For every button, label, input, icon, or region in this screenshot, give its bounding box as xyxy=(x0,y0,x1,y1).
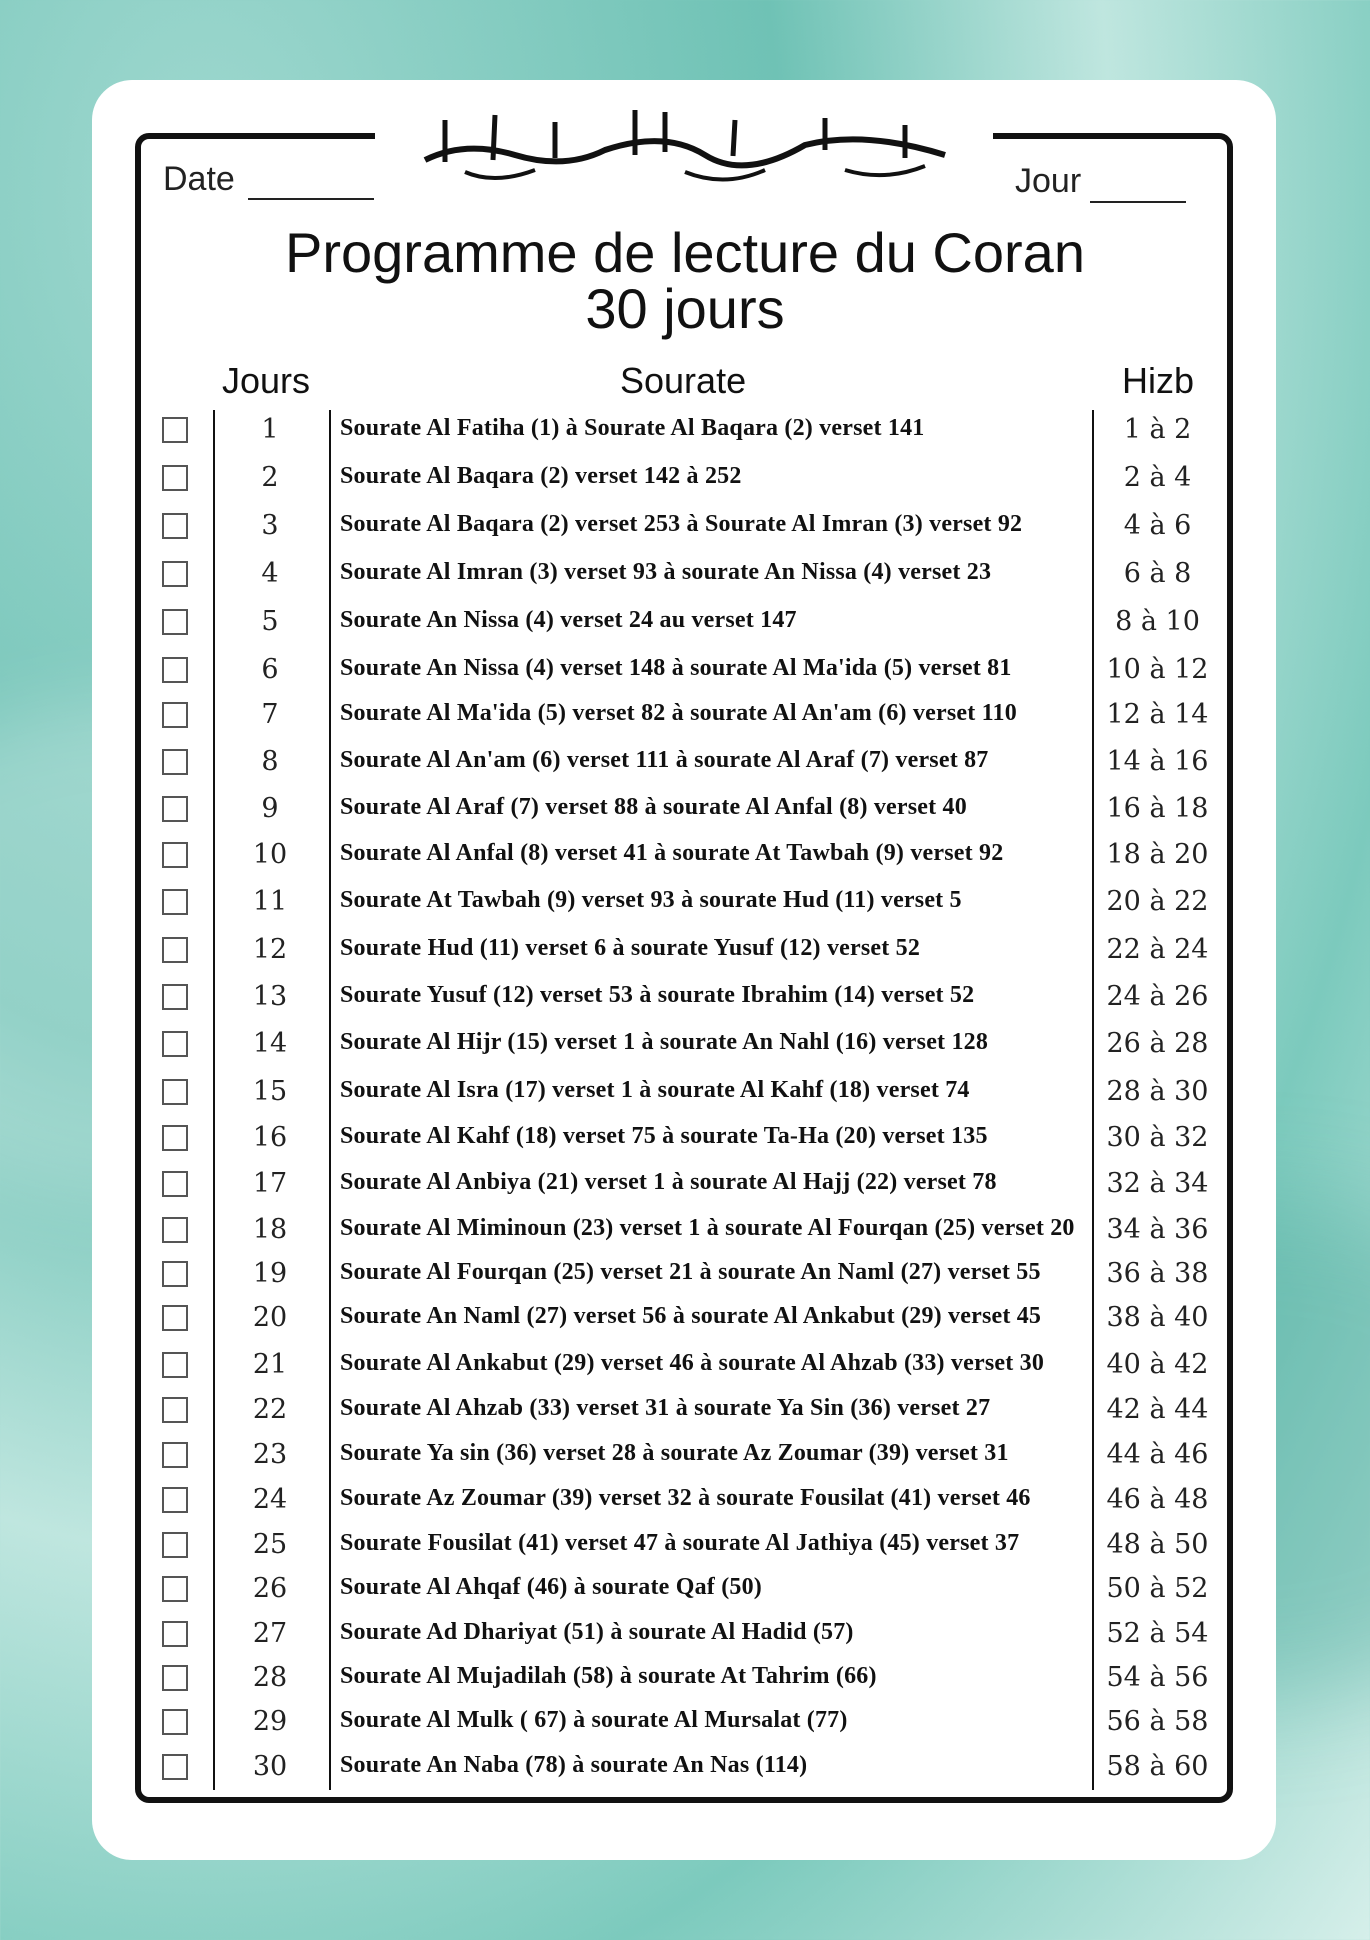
hizb-range: 20 à 22 xyxy=(1106,886,1209,917)
sourate-range: Sourate Al Miminoun (23) verset 1 à sourate Al Fourqan (25) verset 20 xyxy=(340,1215,1075,1241)
day-number: 17 xyxy=(252,1168,288,1199)
column-header-sourate: Sourate xyxy=(620,360,747,401)
day-checkbox[interactable] xyxy=(162,1487,188,1513)
table-row xyxy=(0,648,1370,692)
day-number: 15 xyxy=(252,1076,288,1107)
bismillah-calligraphy xyxy=(405,100,965,190)
day-checkbox[interactable] xyxy=(162,984,188,1010)
day-checkbox[interactable] xyxy=(162,796,188,822)
day-number: 30 xyxy=(252,1751,288,1782)
hizb-range: 10 à 12 xyxy=(1106,654,1209,685)
column-header-hizb: Hizb xyxy=(1122,360,1195,401)
hizb-range: 56 à 58 xyxy=(1106,1706,1209,1737)
table-row xyxy=(0,1478,1370,1522)
day-checkbox[interactable] xyxy=(162,1031,188,1057)
sourate-range: Sourate Al Imran (3) verset 93 à sourate An Nissa (4) verset 23 xyxy=(340,559,992,585)
day-checkbox[interactable] xyxy=(162,1305,188,1331)
day-number: 28 xyxy=(252,1662,288,1693)
hizb-range: 16 à 18 xyxy=(1106,793,1209,824)
day-checkbox[interactable] xyxy=(162,513,188,539)
sourate-range: Sourate Al Mujadilah (58) à sourate At Tahrim (66) xyxy=(340,1663,877,1689)
day-number: 3 xyxy=(261,510,279,541)
table-row xyxy=(0,787,1370,831)
table-row xyxy=(0,928,1370,972)
day-number: 18 xyxy=(252,1214,288,1245)
day-checkbox[interactable] xyxy=(162,1079,188,1105)
table-row xyxy=(0,1070,1370,1114)
day-checkbox[interactable] xyxy=(162,937,188,963)
table-row xyxy=(0,1116,1370,1160)
hizb-range: 38 à 40 xyxy=(1106,1302,1209,1333)
day-checkbox[interactable] xyxy=(162,749,188,775)
hizb-range: 36 à 38 xyxy=(1106,1258,1209,1289)
day-number: 13 xyxy=(252,981,288,1012)
sourate-range: Sourate Al Ahqaf (46) à sourate Qaf (50) xyxy=(340,1574,762,1600)
hizb-range: 14 à 16 xyxy=(1106,746,1209,777)
table-row xyxy=(0,456,1370,500)
day-checkbox[interactable] xyxy=(162,889,188,915)
title-line-1: Programme de lecture du Coran xyxy=(285,221,1085,284)
sourate-range: Sourate Al Kahf (18) verset 75 à sourate Ta-Ha (20) verset 135 xyxy=(340,1123,988,1149)
table-row xyxy=(0,408,1370,452)
hizb-range: 4 à 6 xyxy=(1123,510,1192,541)
day-number: 12 xyxy=(252,934,288,965)
day-number: 2 xyxy=(261,462,279,493)
table-row xyxy=(0,1745,1370,1789)
column-header-jours: Jours xyxy=(222,360,311,401)
hizb-range: 22 à 24 xyxy=(1106,934,1209,965)
table-row xyxy=(0,1252,1370,1296)
day-checkbox[interactable] xyxy=(162,1532,188,1558)
sourate-range: Sourate Ad Dhariyat (51) à sourate Al Hadid (57) xyxy=(340,1619,854,1645)
day-checkbox[interactable] xyxy=(162,1754,188,1780)
day-number: 4 xyxy=(261,558,279,589)
table-row xyxy=(0,880,1370,924)
hizb-range: 48 à 50 xyxy=(1106,1529,1209,1560)
hizb-range: 58 à 60 xyxy=(1106,1751,1209,1782)
day-number: 11 xyxy=(252,886,288,917)
day-checkbox[interactable] xyxy=(162,1576,188,1602)
sourate-range: Sourate An Nissa (4) verset 24 au verset 147 xyxy=(340,607,797,633)
day-checkbox[interactable] xyxy=(162,1442,188,1468)
hizb-range: 8 à 10 xyxy=(1115,606,1200,637)
day-checkbox[interactable] xyxy=(162,465,188,491)
hizb-range: 42 à 44 xyxy=(1106,1394,1209,1425)
day-checkbox[interactable] xyxy=(162,702,188,728)
day-number: 29 xyxy=(252,1706,288,1737)
jour-input-line[interactable] xyxy=(1090,201,1186,203)
hizb-range: 26 à 28 xyxy=(1106,1028,1209,1059)
table-row xyxy=(0,1162,1370,1206)
day-checkbox[interactable] xyxy=(162,561,188,587)
hizb-range: 34 à 36 xyxy=(1106,1214,1209,1245)
table-row xyxy=(0,1208,1370,1252)
table-row xyxy=(0,1523,1370,1567)
table-row xyxy=(0,1612,1370,1656)
day-number: 26 xyxy=(252,1573,288,1604)
day-number: 14 xyxy=(252,1028,288,1059)
sourate-range: Sourate Al Anfal (8) verset 41 à sourate At Tawbah (9) verset 92 xyxy=(340,840,1004,866)
hizb-range: 46 à 48 xyxy=(1106,1484,1209,1515)
table-row xyxy=(0,833,1370,877)
sourate-range: Sourate Al Baqara (2) verset 142 à 252 xyxy=(340,463,742,489)
sourate-range: Sourate Al Ma'ida (5) verset 82 à sourate Al An'am (6) verset 110 xyxy=(340,700,1017,726)
day-checkbox[interactable] xyxy=(162,1665,188,1691)
day-checkbox[interactable] xyxy=(162,842,188,868)
sourate-range: Sourate Al Fatiha (1) à Sourate Al Baqara (2) verset 141 xyxy=(340,415,925,441)
table-row xyxy=(0,1388,1370,1432)
sourate-range: Sourate An Naba (78) à sourate An Nas (114) xyxy=(340,1752,808,1778)
hizb-range: 30 à 32 xyxy=(1106,1122,1209,1153)
title-line-2: 30 jours xyxy=(585,277,785,340)
hizb-range: 18 à 20 xyxy=(1106,839,1209,870)
hizb-range: 2 à 4 xyxy=(1123,462,1192,493)
day-checkbox[interactable] xyxy=(162,1171,188,1197)
day-number: 22 xyxy=(252,1394,288,1425)
table-row xyxy=(0,1567,1370,1611)
day-checkbox[interactable] xyxy=(162,1352,188,1378)
hizb-range: 54 à 56 xyxy=(1106,1662,1209,1693)
table-row xyxy=(0,600,1370,644)
day-number: 1 xyxy=(261,414,279,445)
table-row xyxy=(0,1700,1370,1744)
table-row xyxy=(0,1433,1370,1477)
day-number: 23 xyxy=(252,1439,288,1470)
table-row xyxy=(0,975,1370,1019)
table-row xyxy=(0,1343,1370,1387)
day-number: 19 xyxy=(252,1258,288,1289)
page-title xyxy=(160,221,1210,340)
day-checkbox[interactable] xyxy=(162,1709,188,1735)
hizb-range: 44 à 46 xyxy=(1106,1439,1209,1470)
day-checkbox[interactable] xyxy=(162,1621,188,1647)
day-number: 5 xyxy=(261,606,279,637)
day-checkbox[interactable] xyxy=(162,609,188,635)
table-row xyxy=(0,1296,1370,1340)
hizb-range: 28 à 30 xyxy=(1106,1076,1209,1107)
sourate-range: Sourate An Nissa (4) verset 148 à sourate Al Ma'ida (5) verset 81 xyxy=(340,655,1012,681)
day-number: 25 xyxy=(252,1529,288,1560)
day-checkbox[interactable] xyxy=(162,1261,188,1287)
day-number: 9 xyxy=(261,793,279,824)
table-row xyxy=(0,504,1370,548)
day-number: 16 xyxy=(252,1122,288,1153)
day-number: 21 xyxy=(252,1349,288,1380)
date-input-line[interactable] xyxy=(248,198,374,200)
day-number: 8 xyxy=(261,746,279,777)
hizb-range: 1 à 2 xyxy=(1123,414,1192,445)
hizb-range: 24 à 26 xyxy=(1106,981,1209,1012)
sourate-range: Sourate Al Hijr (15) verset 1 à sourate An Nahl (16) verset 128 xyxy=(340,1029,989,1055)
hizb-range: 6 à 8 xyxy=(1123,558,1192,589)
day-number: 27 xyxy=(252,1618,288,1649)
sourate-range: Sourate Yusuf (12) verset 53 à sourate Ibrahim (14) verset 52 xyxy=(340,982,975,1008)
sourate-range: Sourate Ya sin (36) verset 28 à sourate Az Zoumar (39) verset 31 xyxy=(340,1440,1009,1466)
sourate-range: Sourate Al Anbiya (21) verset 1 à sourate Al Hajj (22) verset 78 xyxy=(340,1169,997,1195)
hizb-range: 52 à 54 xyxy=(1106,1618,1209,1649)
sourate-range: Sourate Al Ankabut (29) verset 46 à sourate Al Ahzab (33) verset 30 xyxy=(340,1350,1045,1376)
sourate-range: Sourate Al Ahzab (33) verset 31 à sourate Ya Sin (36) verset 27 xyxy=(340,1395,991,1421)
sourate-range: Sourate Al An'am (6) verset 111 à sourate Al Araf (7) verset 87 xyxy=(340,747,989,773)
table-row xyxy=(0,552,1370,596)
jour-label: Jour xyxy=(1015,162,1082,200)
sourate-range: Sourate Al Fourqan (25) verset 21 à sourate An Naml (27) verset 55 xyxy=(340,1259,1041,1285)
day-checkbox[interactable] xyxy=(162,1397,188,1423)
sourate-range: Sourate Al Mulk ( 67) à sourate Al Mursalat (77) xyxy=(340,1707,848,1733)
hizb-range: 40 à 42 xyxy=(1106,1349,1209,1380)
sourate-range: Sourate Fousilat (41) verset 47 à sourate Al Jathiya (45) verset 37 xyxy=(340,1530,1020,1556)
day-number: 7 xyxy=(261,699,279,730)
hizb-range: 32 à 34 xyxy=(1106,1168,1209,1199)
day-number: 24 xyxy=(252,1484,288,1515)
table-row xyxy=(0,740,1370,784)
sourate-range: Sourate Al Baqara (2) verset 253 à Sourate Al Imran (3) verset 92 xyxy=(340,511,1023,537)
hizb-range: 12 à 14 xyxy=(1106,699,1209,730)
sourate-range: Sourate At Tawbah (9) verset 93 à sourate Hud (11) verset 5 xyxy=(340,887,962,913)
table-row xyxy=(0,1656,1370,1700)
day-number: 20 xyxy=(252,1302,288,1333)
day-checkbox[interactable] xyxy=(162,657,188,683)
date-label: Date xyxy=(163,160,235,198)
hizb-range: 50 à 52 xyxy=(1106,1573,1209,1604)
day-checkbox[interactable] xyxy=(162,1217,188,1243)
sourate-range: Sourate An Naml (27) verset 56 à sourate Al Ankabut (29) verset 45 xyxy=(340,1303,1042,1329)
day-checkbox[interactable] xyxy=(162,417,188,443)
day-number: 10 xyxy=(252,839,288,870)
day-number: 6 xyxy=(261,654,279,685)
day-checkbox[interactable] xyxy=(162,1125,188,1151)
table-row xyxy=(0,1022,1370,1066)
sourate-range: Sourate Az Zoumar (39) verset 32 à sourate Fousilat (41) verset 46 xyxy=(340,1485,1031,1511)
table-row xyxy=(0,693,1370,737)
sourate-range: Sourate Al Araf (7) verset 88 à sourate Al Anfal (8) verset 40 xyxy=(340,794,967,820)
sourate-range: Sourate Hud (11) verset 6 à sourate Yusuf (12) verset 52 xyxy=(340,935,921,961)
sourate-range: Sourate Al Isra (17) verset 1 à sourate Al Kahf (18) verset 74 xyxy=(340,1077,970,1103)
